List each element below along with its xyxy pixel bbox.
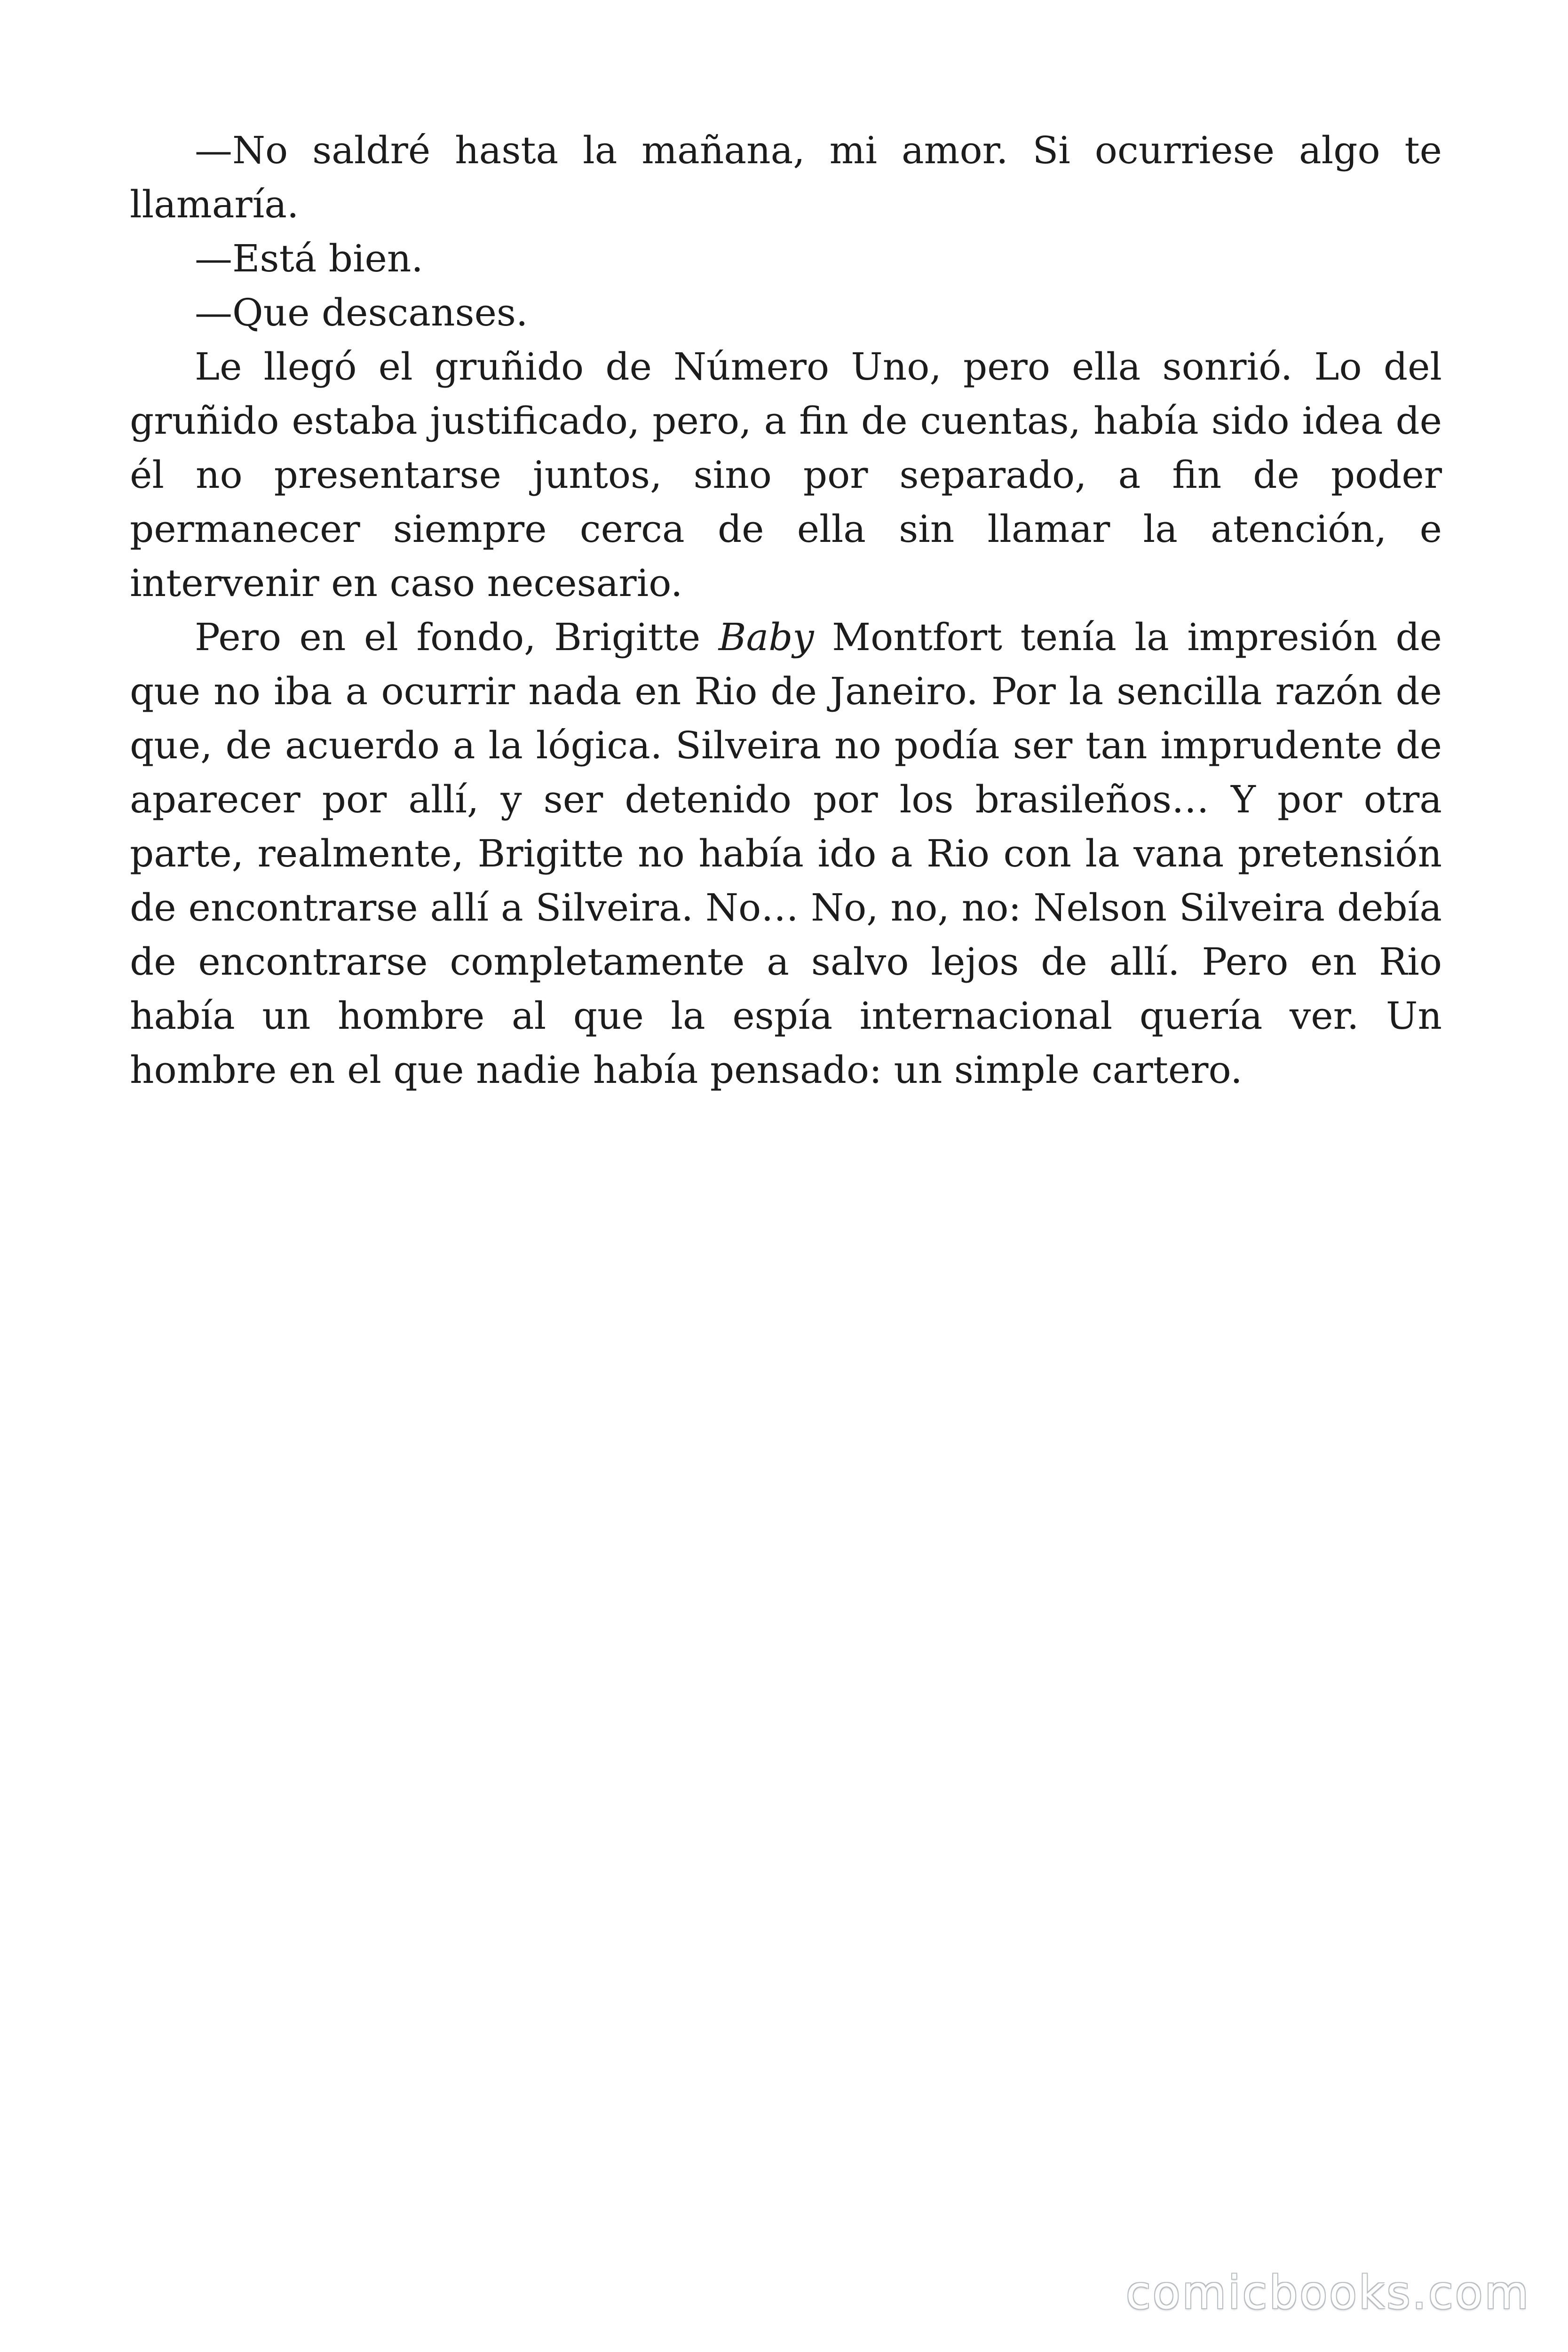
paragraph-2: —Está bien. [195, 237, 423, 280]
page-text [130, 123, 1442, 1097]
paragraph-5 [130, 610, 1442, 1097]
italic-nickname: Baby [718, 615, 814, 659]
paragraph-4: Le llegó el gruñido de Número Uno, pero ella sonrió. Lo del gruñido estaba justificado, pero, a fin de cuentas, había sido idea de él no presentarse juntos, sino por separado, a fin de poder permanecer siempre cerca de ella sin llamar la atención, e intervenir en caso necesario. [130, 345, 1442, 605]
paragraph-3: —Que descanses. [195, 291, 528, 334]
watermark: comicbooks.com [1125, 2266, 1530, 2319]
paragraph-1: —No saldré hasta la mañana, mi amor. Si ocurriese algo te llamaría. [130, 128, 1442, 226]
paragraph-5-start: Pero en el fondo, Brigitte [195, 615, 719, 659]
paragraph-5-end: Montfort tenía la impresión de que no iba a ocurrir nada en Rio de Janeiro. Por la sencilla razón de que, de acuerdo a la lógica. Silveira no podía ser tan imprudente de aparecer por allí, y ser detenido por los brasileños… Y por otra parte, realmente, Brigitte no había ido a Rio con la vana pretensión de encontrarse allí a Silveira. No… No, no, no: Nelson Silveira debía de encontrarse completamente a salvo lejos de allí. Pero en Rio había un hombre al que la espía internacional quería ver. Un hombre en el que nadie había pensado: un simple cartero. [130, 615, 1442, 1092]
